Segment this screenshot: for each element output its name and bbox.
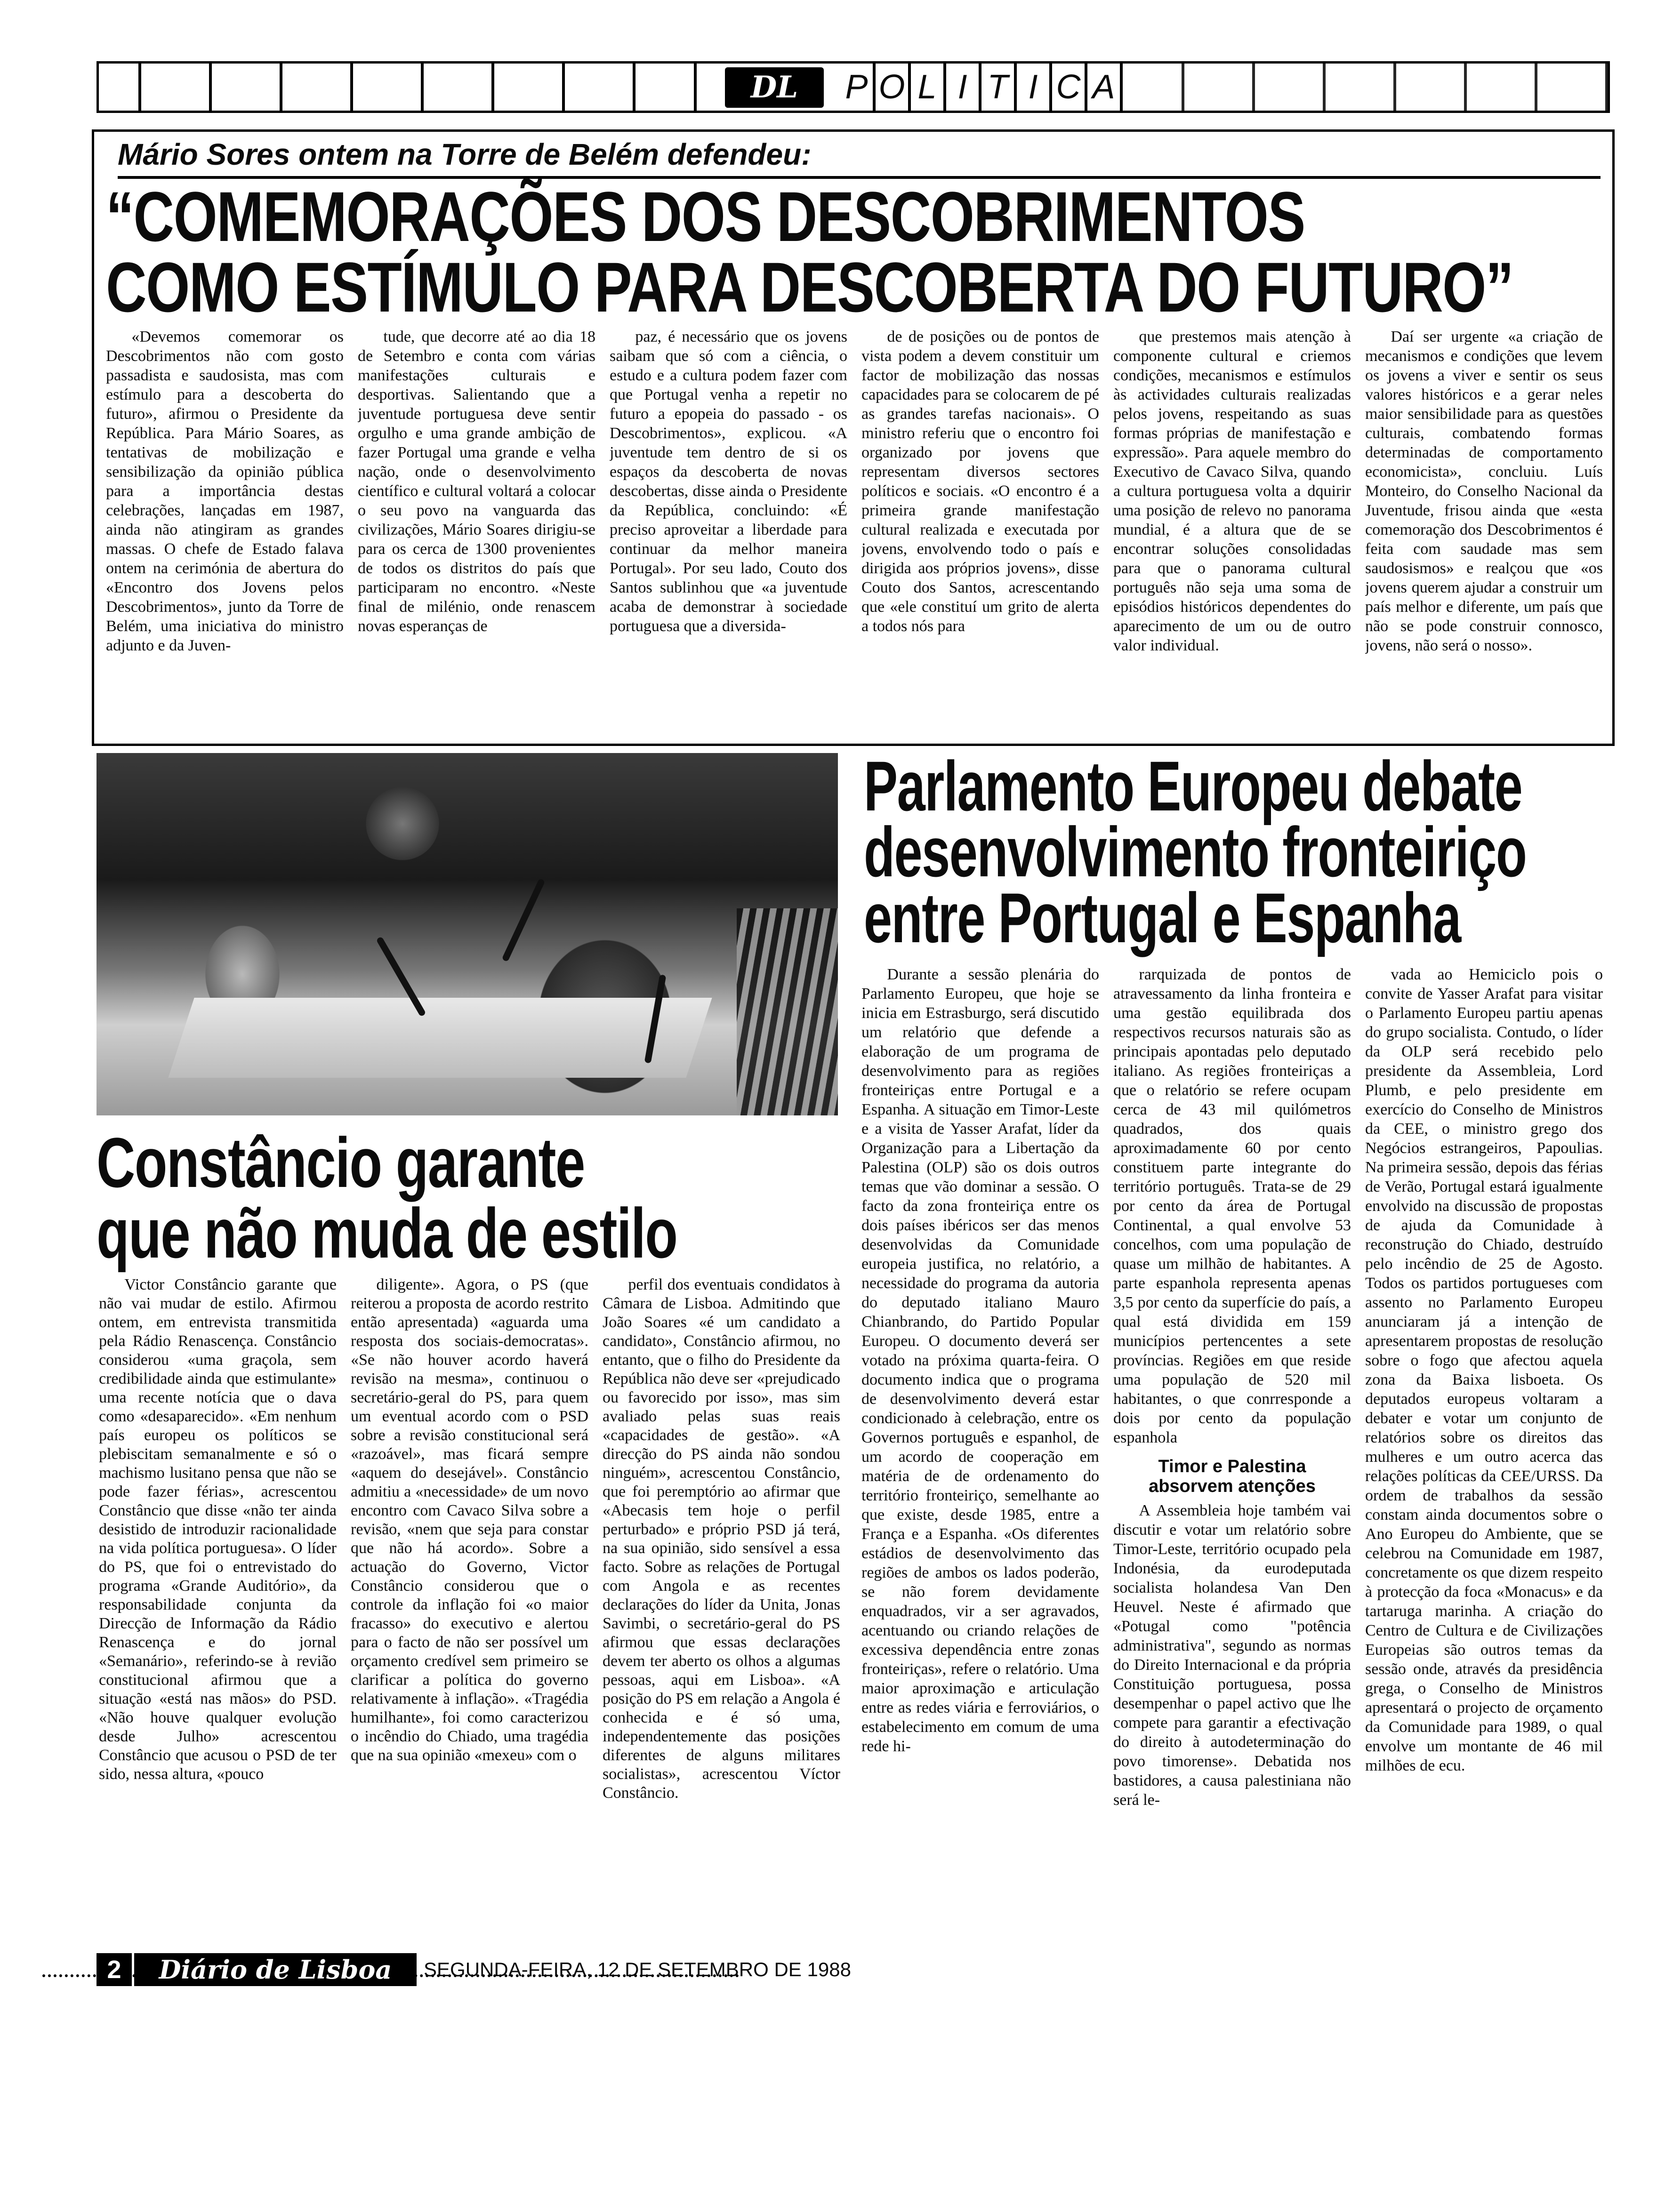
column-text: Durante a sessão plenária do Parlamento Europeu, que hoje se inicia em Estrasburgo, será discutido um relatório que defende a elaboração de um programa de desenvolvimento para as regiões fronteiriças entre Portugal e a Espanha. A situação em Timor-Leste e a visita de Yasser Arafat, líder da Organização para a Libertação da Palestina (OLP) são os dois outros temas que vão dominar a sessão. O facto da zona fronteiriça entre os dois países ibéricos ser das menos desenvolvidas da Comunidade europeia justifica, no relatório, a necessidade do programa da autoria do deputado italiano Mauro Chianbrando, do Partido Popular Europeu. O documento deverá ser votado na próxima quarta-feira. O documento indica que o programa de desenvolvimento deverá estar condicionado à celebração, entre os Governos português e espanhol, de um acordo de cooperação em matéria de de ordenamento do território fronteiriço, semelhante ao que existe, desde 1985, entre a França e a Espanha. «Os diferentes estádios de desenvolvimento das regiões de ambos os lados poderão, se não forem devidamente enquadrados, vir a ser agravados, acentuando ou criando relações de excessiva dependência entre zonas fronteiriças», refere o relatório. Uma maior aproximação e articulação entre as redes viária e ferroviários, o estabelecimento em comum de uma rede hi- [861,966,1099,1755]
column-text: que prestemos mais atenção à componente cultural e criemos condições, mecanismos e estímulos às actividades culturais realizadas pelos jovens, respeitando as suas formas próprias de manifestação e expressão». Para aquele membro do Executivo de Cavaco Silva, quando a cultura portuguesa volta a dquirir uma posição de relevo no panorama mundial, é a altura que de se encontrar soluções consolidadas para que o panorama cultural português não seja uma soma de episódios históricos dependentes do aparecimento de um ou de outro valor individual. [1113,328,1351,654]
article-column [351,1275,588,1948]
article-headline [864,746,1527,957]
article-column [861,327,1099,741]
headline-line: desenvolvimento fronteiriço [864,812,1527,891]
header-decoration [1182,64,1610,111]
article-column [106,327,344,741]
section-letter: O [876,64,911,111]
article-column [1113,327,1351,741]
article-column [1365,327,1603,741]
section-letter: A [1087,64,1123,111]
column-text: vada ao Hemiciclo pois o convite de Yasser Arafat para visitar o Parlamento Europeu partiu apenas do grupo socialista. Contudo, o líder da OLP será recebido pelo presidente da Assembleia, Lord Plumb, e pelo presidente em exercício do Conselho de Ministros da CEE, o ministro grego dos Negócios estrangeiros, Papoulias. Na primeira sessão, depois das férias de Verão, Portugal estará igualmente envolvido na discussão de propostas de ajuda da Comunidade à reconstrução do Chiado, destruído pelo incêndio de 25 de Agosto. Todos os partidos portugueses com assento no Parlamento Europeu anunciaram já a intenção de apresentarem propostas de resolução sobre o fogo que afectou aquela zona da Baixa lisboeta. Os deputados europeus voltaram a debater e votar um conjunto de relatórios sobre os direitos das mulheres e um outro acerca das relações políticas da CEE/URSS. Da ordem de trabalhos da sessão constam ainda documentos sobre o Ano Europeu do Ambiente, que se celebrou na Comunidade em 1987, concretamente os que dizem respeito à protecção da foca «Monacus» e da tartaruga marinha. A criação do Centro de Cultura e de Civilizações Europeias são outros temas da sessão onde, através da presidência grega, o Conselho de Ministros apresentará o projecto de orçamento da Comunidade para 1989, o qual envolve um montante de 46 mil milhões de ecu. [1365,966,1603,1774]
section-letter: P [840,64,876,111]
news-photo [97,753,838,1115]
article-kicker: Mário Sores ontem na Torre de Belém defendeu: [118,132,1601,179]
article-column [610,327,847,741]
article-column [1365,965,1603,1948]
subhead-line: Timor e Palestina [1158,1457,1306,1476]
column-text: A Assembleia hoje também vai discutir e votar um relatório sobre Timor-Leste, território ocupado pela Indonésia, da eurodeputada socialista holandesa Van Den Heuvel. Neste é afirmado que «Potugal como "potência administrativa", segundo as normas do Direito Internacional e da própria Constituição portuguesa, possa desempenhar o papel activo que lhe compete para garantir a efectivação do direito à autodeterminação do povo timorense». Debatida nos bastidores, a causa palestiniana não será le- [1113,1502,1351,1809]
section-letter: I [946,64,981,111]
article-column [603,1275,840,1948]
newspaper-logo: DL [725,67,824,108]
section-title [840,64,1123,111]
column-text: Victor Constâncio garante que não vai mudar de estilo. Afirmou ontem, em entrevista transmitida pela Rádio Renascença. Constâncio considerou «uma graçola, sem credibilidade ainda que estimulante» uma recente notícia que o dava como «desaparecido». «Em nenhum país europeu os políticos se plebiscitam semanalmente e só o machismo lusitano pensa que não se pode fazer férias», acrescentou Constâncio que disse «não ter ainda desistido de introduzir racionalidade na vida política portuguesa». O líder do PS, que foi o entrevistado do programa «Grande Auditório», da responsabilidade conjunta da Direcção de Informação da Rádio Renascença e do jornal «Semanário», referindo-se à revião constitucional afirmou que a situação «está nas mãos» do PSD. «Não houve qualquer evolução desde Julho» acrescentou Constâncio que acusou o PSD de ter sido, nessa altura, «pouco [99,1276,337,1783]
headline-line: Parlamento Europeu debate [864,746,1522,825]
column-text: tude, que decorre até ao dia 18 de Setembro e conta com várias manifestações culturais e desportivas. Salientando que a juventude portuguesa deve sentir orgulho e uma grande ambição de fazer Portugal uma grande e velha nação, onde o desenvolvimento científico e cultural voltará a colocar o seu povo na vanguarda das civilizações, Mário Soares dirigiu-se para os cerca de 1300 provenientes de todos os distritos do país que participaram no encontro. «Neste final de milénio, onde renascem novas esperanças de [358,328,595,635]
headline-line: “COMEMORAÇÕES DOS DESCOBRIMENTOS [106,177,1305,256]
column-text: «Devemos comemorar os Descobrimentos não com gosto passadista e saudosista, mas com estímulo para a descoberta do futuro», afirmou o Presidente da República. Para Mário Soares, as tentativas de mobilização e sensibilização da opinião pública para a importância destas celebrações, lançadas em 1987, ainda não atingiram as grandes massas. O chefe de Estado falava ontem na cerimónia de abertura do «Encontro dos Jovens pelos Descobrimentos», junto da Torre de Belém, uma iniciativa do ministro adjunto e da Juven- [106,328,344,654]
subhead-line: absorvem atenções [1149,1476,1316,1496]
headline-line: que não muda de estilo [97,1194,677,1273]
headline-line: entre Portugal e Espanha [864,878,1461,957]
column-text: diligente». Agora, o PS (que reiterou a proposta de acordo restrito então apresentada) «aguarda uma resposta dos sociais-democratas». «Se não houver acordo haverá revisão na mesma», continuou o secretário-geral do PS, para quem um eventual acordo com o PSD sobre a revisão constitucional será «razoável», mas ficará sempre «aquem do desejável». Constâncio admitiu a «necessidade» de um novo encontro com Cavaco Silva sobre a revisão, «nem que seja para constar que não há acordo». Sobre a actuação do Governo, Victor Constâncio considerou que o controle da inflação foi «o maior fracasso» do executivo e alertou para o facto de não ser possível um orçamento credível sem primeiro se clarificar a política do governo relativamente à inflação». «Tragédia humilhante», foi como caracterizou o incêndio do Chiado, uma tragédia que na sua opinião «mexeu» com o [351,1276,588,1764]
article-column [861,965,1099,1948]
article-column [99,1275,337,1948]
section-header-bar [97,61,1610,113]
article-headline [106,177,1513,327]
article-subhead [1113,1457,1351,1496]
section-letter: L [911,64,946,111]
headline-line: COMO ESTÍMULO PARA DESCOBERTA DO FUTURO” [106,248,1513,327]
footer-masthead: Diário de Lisboa [134,1953,417,1986]
column-text: paz, é necessário que os jovens saibam que só com a ciência, o estudo e a cultura podem fazer com que Portugal venha a repetir no futuro a epopeia do passado - os Descobrimentos», explicou. «A juventude tem dentro de si os espaços da descoberta de novas descobertas, disse ainda o Presidente da República, concluindo: «É preciso aproveitar a liberdade para continuar da melhor maneira Portugal». Por seu lado, Couto dos Santos sublinhou que «a juventude acaba de demonstrar à sociedade portuguesa que a diversida- [610,328,847,635]
article-headline [97,1123,705,1273]
column-text: perfil dos eventuais condidatos à Câmara de Lisboa. Admitindo que João Soares «é um candidato a candidato», Constâncio afirmou, no entanto, que o filho do Presidente da República não deve ser «prejudicado ou favorecido por isso», mas sim avaliado pelas suas reais «capacidades de gestão». «A direcção do PS ainda não sondou ninguém», acrescentou Constâncio, que foi peremptório ao afirmar que «Abecasis tem hoje o perfil perturbado» e próprio PSD já terá, na sua opinião, sido sensível a essa facto. Sobre as relações de Portugal com Angola e as recentes declarações do líder da Unita, Jonas Savimbi, o secretário-geral do PS afirmou que essas declarações devem ter aberto os olhos a algumas pessoas, aqui em Lisboa». «A posição do PS em relação a Angola é conhecida e é só uma, independentemente das posições diferentes de alguns militares socialistas», acrescentou Víctor Constâncio. [603,1276,840,1802]
section-letter: C [1052,64,1087,111]
article-column [1113,965,1351,1948]
column-text: rarquizada de pontos de atravessamento da linha fronteira e uma gestão equilibrada dos respectivos recursos naturais são as principais apontadas pelo deputado italiano. As regiões fronteiriças a que o relatório se refere ocupam cerca de 43 mil quilómetros quadrados, dos quais aproximadamente 60 por cento constituem parte integrante do território português. Trata-se de 29 por cento da área de Portugal Continental, a qual envolve 53 concelhos, com uma população de quase um milhão de habitantes. A parte espanhola representa apenas 3,5 por cento da superfície do país, a qual está dividida em 159 municípios pertencentes a sete províncias. Regiões em que reside uma população de 520 mil habitantes, o que conrresponde a dois por cento da população espanhola [1113,966,1351,1446]
section-letter: I [1017,64,1052,111]
headline-line: Constâncio garante [97,1123,585,1202]
page-number: 2 [97,1953,132,1986]
article-column [358,327,595,741]
column-text: Daí ser urgente «a criação de mecanismos e condições que levem os jovens a viver e sentir os seus valores históricos e a gerar neles maior sensibilidade para as questões culturais, combatendo formas determinadas de comportamento economicista», concluiu. Luís Monteiro, do Conselho Nacional da Juventude, frisou ainda que «esta comemoração dos Descobrimentos é feita com saudade mas sem saudosismos» e realçou que «os jovens querem ajudar a construir um país melhor e diferente, um país que não se pode construir connosco, jovens, não será o nosso». [1365,328,1603,654]
column-text: de de posições ou de pontos de vista podem a devem constituir um factor de mobilização das nossas capacidades para se colocarem de pé as grandes tarefas nacionais». O ministro referiu que o encontro foi organizado por jovens que representam diversos sectores políticos e sociais. «O encontro é a primeira grande manifestação cultural realizada e executada por jovens, envolvendo todo o país e dirigida aos próprios jovens», disse Couto dos Santos, acrescentando que «ele constituí um grito de alerta a todos nós para [861,328,1099,635]
section-letter: T [981,64,1017,111]
footer-date: SEGUNDA-FEIRA, 12 DE SETEMBRO DE 1988 [424,1958,851,1980]
